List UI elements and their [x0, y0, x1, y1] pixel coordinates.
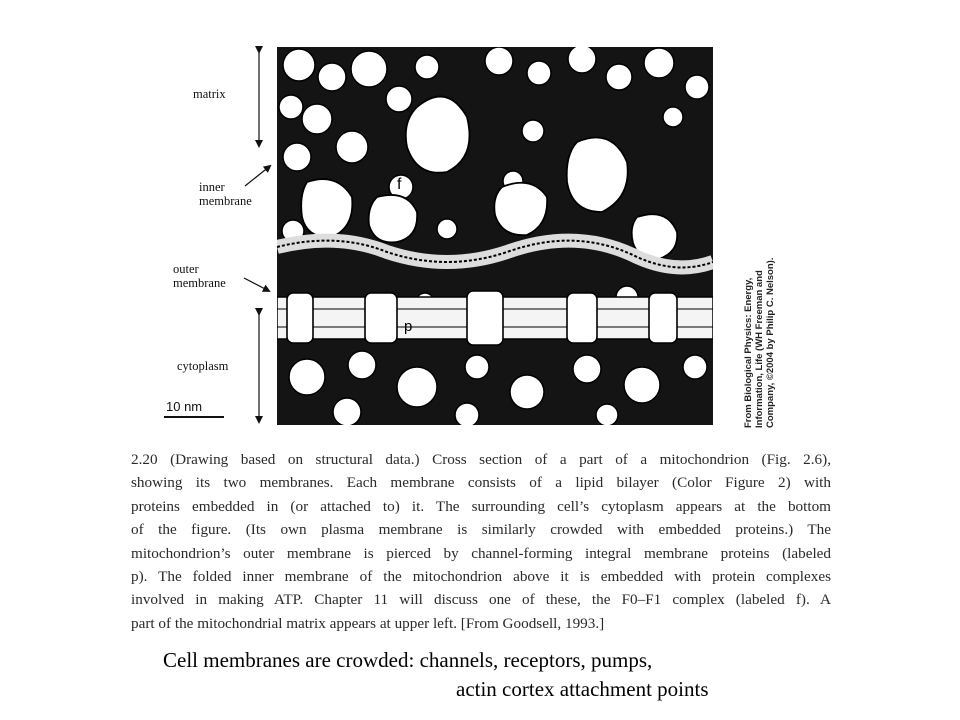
caption-line: part of the mitochondrial matrix appears at upper left. [From Goodsell, 1993.] — [131, 614, 605, 632]
caption-line: proteins embedded in (or attached to) it. The surrounding cell’s cytoplasm appears at the bottom — [131, 497, 831, 515]
label-inner-line1: inner — [199, 180, 225, 194]
caption-line: of the figure. (Its own plasma membrane is similarly crowded with embedded proteins.) The — [131, 521, 831, 539]
protein-label-p: p — [404, 318, 413, 335]
caption-line: 2.20 (Drawing based on structural data.) Cross section of a part of a mitochondrion (Fig. 2.6), — [131, 451, 831, 468]
caption-line: involved in making ATP. Chapter 11 will discuss one of these, the F0–F1 complex (labeled f). A — [131, 591, 831, 609]
credit-line: Information, Life (WH Freeman and — [754, 270, 765, 428]
caption-line: mitochondrion’s outer membrane is pierced by channel-forming integral membrane proteins (labeled — [131, 544, 831, 562]
caption-line: showing its two membranes. Each membrane consists of a lipid bilayer (Color Figure 2) with — [131, 474, 831, 492]
label-cytoplasm: cytoplasm — [177, 359, 229, 373]
credit-line: Company, ©2004 by Philip C. Nelson). — [765, 257, 776, 428]
slide-text-line-1: Cell membranes are crowded: channels, receptors, pumps, — [163, 648, 653, 672]
figure-caption — [131, 448, 831, 635]
protein-label-f: f — [397, 176, 402, 193]
inner-membrane-arrow — [245, 166, 270, 186]
label-outer-line1: outer — [173, 262, 199, 276]
label-matrix: matrix — [193, 87, 226, 101]
figure-credit — [743, 257, 787, 428]
scale-bar-label: 10 nm — [166, 399, 203, 414]
outer-membrane-arrow — [244, 278, 269, 291]
caption-line: p). The folded inner membrane of the mitochondrion above it is embedded with protein complexes — [131, 568, 831, 586]
label-outer-line2: membrane — [173, 276, 226, 290]
slide-text-line-2: actin cortex attachment points — [456, 677, 709, 701]
mitochondrion-cross-section-drawing — [277, 47, 713, 425]
label-inner-line2: membrane — [199, 194, 252, 208]
credit-line: From Biological Physics: Energy, — [743, 277, 754, 428]
